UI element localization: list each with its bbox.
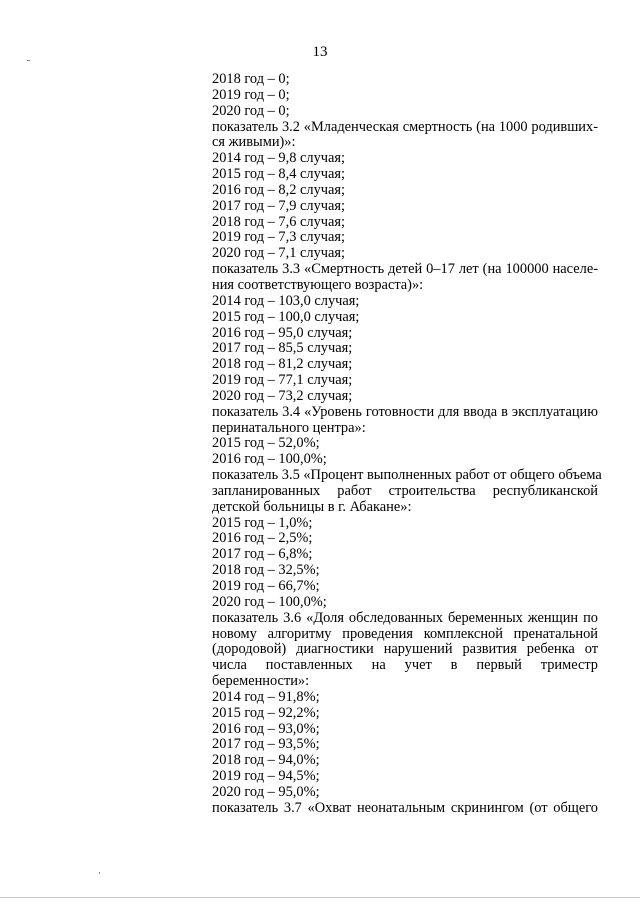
year-value-line: 2018 год – 94,0%; xyxy=(212,752,320,769)
year-value-line: 2014 год – 103,0 случая; xyxy=(212,292,360,309)
year-value-line: 2019 год – 66,7%; xyxy=(212,578,320,594)
year-value-line: 2016 год – 2,5%; xyxy=(212,530,313,547)
year-value-line: 2016 год – 95,0 случая; xyxy=(212,324,353,341)
indicator-line: ния соответствующего возраста)»: xyxy=(212,276,424,293)
year-value-line: 2020 год – 100,0%; xyxy=(212,593,327,610)
year-value-line: 2016 год – 100,0%; xyxy=(212,451,327,468)
year-value-line: 2018 год – 32,5%; xyxy=(212,562,320,579)
indicator-line: новому алгоритму проведения комплексной пренатальной xyxy=(212,625,598,642)
year-value-line: 2017 год – 6,8%; xyxy=(212,546,313,563)
scan-speck xyxy=(99,872,100,874)
indicator-line: показатель 3.2 «Младенческая смертность (на 1000 родивших- xyxy=(212,118,598,135)
year-value-line: 2019 год – 94,5%; xyxy=(212,768,320,785)
year-value-line: 2017 год – 7,9 случая; xyxy=(212,197,346,214)
year-value-line: 2018 год – 7,6 случая; xyxy=(212,213,346,230)
page-number: 13 xyxy=(312,44,328,60)
indicator-3-2-heading xyxy=(212,120,598,152)
year-value-line: 2015 год – 92,2%; xyxy=(212,704,320,721)
year-value-line: 2016 год – 93,0%; xyxy=(212,720,320,737)
year-value-line: 2015 год – 1,0%; xyxy=(212,514,313,531)
indicator-3-3-heading xyxy=(212,262,598,294)
scan-speck xyxy=(27,60,30,61)
indicator-line: показатель 3.5 «Процент выполненных работ от общего объема xyxy=(212,467,602,484)
year-value-line: 2015 год – 100,0 случая; xyxy=(212,308,360,325)
year-value-line: 2020 год – 73,2 случая; xyxy=(212,387,353,404)
indicator-line: показатель 3.3 «Смертность детей 0–17 лет (на 100000 населе- xyxy=(212,261,598,278)
year-value-line: 2019 год – 77,1 случая; xyxy=(212,372,353,389)
indicator-3-7-heading xyxy=(212,801,598,817)
indicator-line: показатель 3.7 «Охват неонатальным скринингом (от общего xyxy=(212,799,598,816)
year-value-line: 2016 год – 8,2 случая; xyxy=(212,181,346,198)
indicator-line: ся живыми)»: xyxy=(212,134,296,151)
year-value-line: 2015 год – 8,4 случая; xyxy=(212,166,346,183)
indicator-line: (дородовой) диагностики нарушений развития ребенка от xyxy=(212,641,598,658)
indicator-line: показатель 3.4 «Уровень готовности для ввода в эксплуатацию xyxy=(212,403,598,420)
indicator-line: перинатального центра»: xyxy=(212,419,366,436)
year-value-line: 2020 год – 0; xyxy=(212,102,290,119)
year-value-line: 2015 год – 52,0%; xyxy=(212,435,320,452)
year-value-line: 2017 год – 85,5 случая; xyxy=(212,340,353,357)
indicator-line: запланированных работ строительства республиканской xyxy=(212,482,598,499)
year-value-line: 2020 год – 7,1 случая; xyxy=(212,245,346,262)
year-value-line: 2014 год – 91,8%; xyxy=(212,688,320,705)
indicator-3-4-heading xyxy=(212,405,598,437)
scan-bottom-edge xyxy=(0,897,640,898)
year-value-line: 2019 год – 7,3 случая; xyxy=(212,229,346,246)
year-value-line: 2018 год – 0; xyxy=(212,71,290,87)
document-body xyxy=(212,71,602,817)
year-value-line: 2017 год – 93,5%; xyxy=(212,736,320,753)
year-value-line: 2014 год – 9,8 случая; xyxy=(212,150,346,167)
year-value-line: 2018 год – 81,2 случая; xyxy=(212,356,353,373)
indicator-line: детской больницы в г. Абакане»: xyxy=(212,498,412,515)
indicator-3-6-heading xyxy=(212,611,598,690)
indicator-line: беременности»: xyxy=(212,673,310,690)
indicator-3-5-heading xyxy=(212,467,602,516)
year-value-line: 2020 год – 95,0%; xyxy=(212,783,320,800)
indicator-line: числа поставленных на учет в первый триместр xyxy=(212,657,598,674)
indicator-line: показатель 3.6 «Доля обследованных беременных женщин по xyxy=(212,609,598,626)
year-value-line: 2019 год – 0; xyxy=(212,86,290,103)
